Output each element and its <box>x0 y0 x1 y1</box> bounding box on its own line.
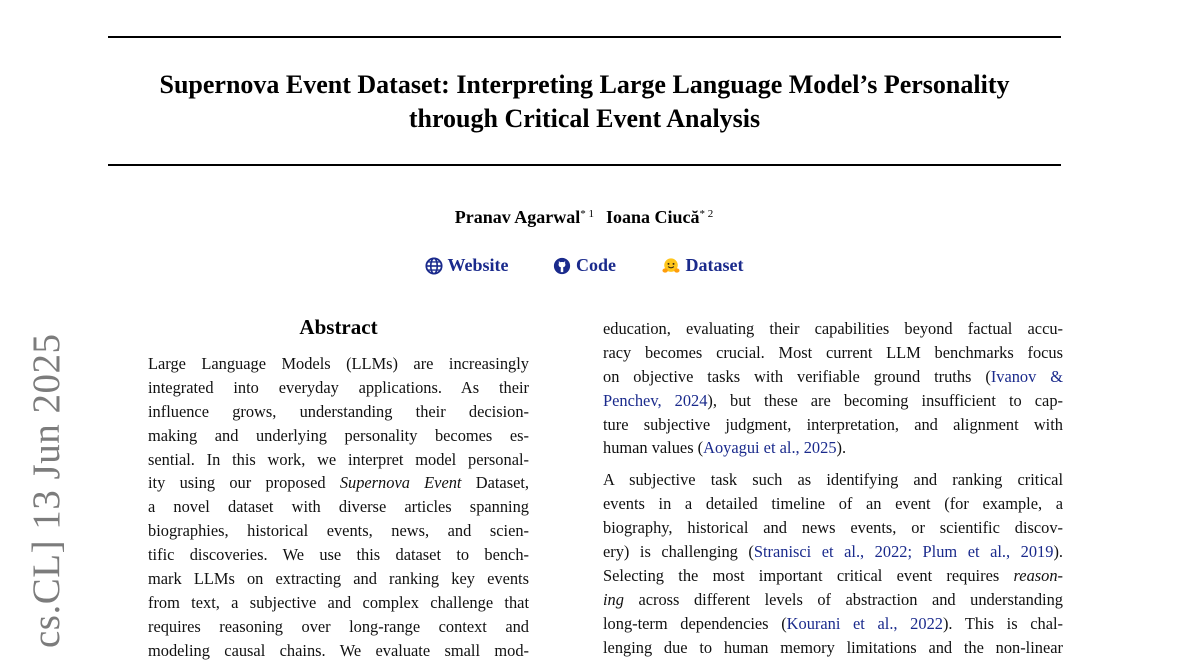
citation-link[interactable]: Kourani et al., 2022 <box>786 613 943 633</box>
intro-italic: reason- <box>1013 565 1063 585</box>
citation-link[interactable]: Penchev, 2024 <box>603 390 708 410</box>
code-link[interactable] <box>553 255 616 276</box>
hugging-face-icon <box>661 257 681 275</box>
intro-body <box>603 317 1063 659</box>
intro-italic: ing <box>603 589 624 609</box>
intro-line <box>603 365 1063 389</box>
abstract-body <box>148 352 529 663</box>
intro-line <box>603 436 1063 460</box>
intro-text: long-term dependencies ( <box>603 613 787 633</box>
abstract-line: making and underlying personality becomes es- <box>148 425 529 445</box>
intro-line <box>603 588 1063 612</box>
intro-line <box>603 389 1063 413</box>
title-bottom-rule <box>108 164 1061 166</box>
resource-links <box>0 255 1168 280</box>
abstract-line: biographies, historical events, news, and scien- <box>148 521 529 541</box>
abstract-line: mark LLMs on extracting and ranking key events <box>148 569 529 589</box>
github-icon <box>553 257 571 275</box>
abstract-line: modeling causal chains. We evaluate small mod- <box>148 640 529 660</box>
intro-text: ), but these are becoming insufficient to cap- <box>707 390 1063 410</box>
intro-text: human values ( <box>603 438 704 458</box>
intro-line: racy becomes crucial. Most current LLM benchmarks focus <box>603 342 1063 362</box>
intro-line <box>603 564 1063 588</box>
intro-text: ). This is chal- <box>942 613 1063 633</box>
intro-line: education, evaluating their capabilities beyond factual accu- <box>603 319 1063 338</box>
intro-text: ). <box>836 438 847 458</box>
abstract-line: requires reasoning over long-range context and <box>148 616 529 636</box>
abstract-heading: Abstract <box>299 315 378 339</box>
intro-line: events in a detailed timeline of an event (for example, a <box>603 494 1063 514</box>
dataset-name-italic: Supernova Event <box>339 473 462 493</box>
intro-line: biography, historical and news events, or scientific discov- <box>603 518 1063 538</box>
abstract-line: Large Language Models (LLMs) are increasingly <box>148 354 529 373</box>
intro-text: ). <box>1053 542 1063 562</box>
citation-link[interactable]: Stranisci et al., 2022; Plum et al., 2019 <box>753 542 1054 562</box>
abstract-text: Dataset, <box>461 473 530 493</box>
author-name: Pranav Agarwal <box>454 207 581 227</box>
abstract-text: ity using our proposed <box>148 473 340 493</box>
citation-link[interactable]: Ivanov & <box>990 366 1063 386</box>
code-link-label: Code <box>576 255 616 275</box>
intro-text: Selecting the most important critical event requires <box>603 565 1014 585</box>
intro-text: on objective tasks with verifiable ground truths ( <box>603 366 991 386</box>
paper-title <box>108 68 1061 136</box>
abstract-line: sential. In this work, we interpret model personal- <box>148 449 529 469</box>
author-list <box>0 207 1168 228</box>
abstract-line: from text, a subjective and complex challenge that <box>148 592 529 612</box>
abstract-line <box>148 471 529 495</box>
intro-line: ture subjective judgment, interpretation, and alignment with <box>603 414 1063 434</box>
author-affiliation-mark: * 2 <box>699 208 714 220</box>
author-affiliation-mark: * 1 <box>580 208 594 220</box>
intro-line: lenging due to human memory limitations and the non-linear <box>603 637 1063 657</box>
abstract-line: influence grows, understanding their decision- <box>148 401 529 421</box>
intro-line <box>603 612 1063 636</box>
globe-icon <box>425 257 443 275</box>
citation-link[interactable]: Aoyagui et al., 2025 <box>703 438 837 458</box>
title-line-1: Supernova Event Dataset: Interpreting Large Language Model’s Personality <box>159 70 1010 99</box>
title-top-rule <box>108 36 1061 38</box>
website-link-label: Website <box>447 255 509 275</box>
dataset-link[interactable] <box>661 255 744 276</box>
abstract-line: integrated into everyday applications. As their <box>148 377 529 397</box>
title-line-2: through Critical Event Analysis <box>408 104 761 133</box>
intro-line: A subjective task such as identifying and ranking critical <box>603 470 1063 490</box>
author-name: Ioana Ciucă <box>605 207 700 227</box>
intro-text: ery) is challenging ( <box>603 542 754 562</box>
intro-line <box>603 540 1063 564</box>
abstract-line: a novel dataset with diverse articles spanning <box>148 497 529 517</box>
dataset-link-label: Dataset <box>685 255 744 275</box>
intro-text: across different levels of abstraction and understanding <box>623 589 1063 609</box>
website-link[interactable] <box>425 255 509 276</box>
abstract-line: tific discoveries. We use this dataset to bench- <box>148 545 529 565</box>
arxiv-stamp: cs.CL] 13 Jun 2025 <box>25 333 68 648</box>
